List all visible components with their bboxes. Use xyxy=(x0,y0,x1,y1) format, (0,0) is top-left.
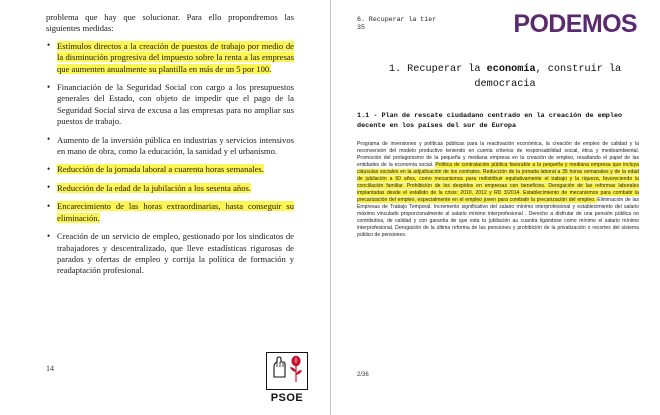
title-line2: democracia xyxy=(474,79,536,90)
body-segment: Eliminación de las Empresas de Trabajo Temporal. Incremento significativo del salario mínimo interprofesional y establecimiento del salario máximo vinculado proporcionalmente al salario mínimo interprofesional . Derecho a disfrutar de una pensión pública no contributiva, de calidad y con garantía de que esta tu jubilación au cuantía ligándose como mínimo el salario mínimo interprofesional. Derogación de la última reforma de las pensiones y prohibición de la privatización o recortes del sistema público de pensiones. xyxy=(357,197,639,238)
podemos-document-scan xyxy=(331,0,660,415)
body-segment-highlighted: Política de contratación pública favorable a la pequeña y mediana empresa que incluya cláusulas sociales en la adjudicación de los contratos. Reducción de la jornada laboral a 35 horas semanales y de la edad de jubilación a 60 años, como mecanismos para redistribuir equitativamente el trabajo y la riqueza, favoreciendo la conciliación familiar. Prohibición de los despidos en empresas con beneficios. Derogación de las reformas laborales implantadas desde el estallido de la crisis: 2010, 2012 y RD 3/2014. Establecimiento de mecanismos para combatir la precarización del empleo, especialmente en el empleo joven para combatir la precarización del empleo. xyxy=(357,162,639,203)
running-head-line1: 6. Recuperar la tier xyxy=(357,16,437,23)
psoe-logo xyxy=(258,352,316,404)
fist-icon xyxy=(271,356,289,378)
psoe-bullet-text: Financiación de la Seguridad Social con cargo a los presupuestos generales del Estado, con objeto de impedir que el pago de la Seguridad Social sirva de excusa a las empresas para no ampliar sus puestos de trabajo. xyxy=(57,82,294,127)
title-emphasis: economía xyxy=(486,64,536,75)
psoe-bullet-text: Aumento de la inversión pública en industrias y servicios intensivos en mano de obra, como la educación, la sanidad y el urbanismo. xyxy=(57,134,294,157)
body-paragraph xyxy=(357,141,639,239)
list-item xyxy=(46,231,294,277)
psoe-bullet-text: Reducción de la jornada laboral a cuarenta horas semanales. xyxy=(57,164,264,175)
running-head-line2: 35 xyxy=(357,24,365,32)
psoe-page-number: 14 xyxy=(46,364,54,373)
psoe-logo-box xyxy=(266,352,308,390)
psoe-text-column xyxy=(46,12,294,284)
podemos-section-title xyxy=(385,62,625,92)
podemos-wordmark: PODEMOS xyxy=(513,10,637,38)
psoe-bullet-text: Estímulos directos a la creación de puestos de trabajo por medio de la disminución progresiva del impuesto sobre la renta a las empresas que aumenten anualmente su plantilla en más de un 5 por 100. xyxy=(57,40,294,74)
list-item xyxy=(46,82,294,128)
title-suffix: , construir la xyxy=(535,64,622,75)
podemos-subsection-heading: 1.1 - Plan de rescate ciudadano centrado en la creación de empleo decente en los países del sur de Europa xyxy=(357,112,623,130)
psoe-measures-list xyxy=(46,41,294,277)
body-segment: Programa de inversiones y políticas públicas para la reactivación económica, la creación de empleo de calidad y la reconversión del modelo productivo teniendo en cuenta criterios de responsabilidad social, ética y medioambiental. Promoción del protagonismo de la pequeña y mediana empresa en la creación de empleo, resaltando el papel de las entidades de la economía social. xyxy=(357,141,639,168)
list-item xyxy=(46,164,294,175)
psoe-bullet-text: Reducción de la edad de la jubilación a los sesenta años. xyxy=(57,182,252,193)
psoe-bullet-text: Creación de un servicio de empleo, gestionado por los sindicatos de trabajadores y descentralizado, que lleve estadísticas rigurosas de parados y ofertas de empleo y corrija la política de formación y readaptación profesional. xyxy=(57,231,294,276)
list-item xyxy=(46,201,294,224)
podemos-page-number: 2/36 xyxy=(357,372,369,378)
psoe-intro-paragraph: problema que hay que solucionar. Para ello propondremos las siguientes medidas: xyxy=(46,12,294,34)
podemos-body-text xyxy=(357,141,639,239)
psoe-wordmark: PSOE xyxy=(270,392,304,404)
podemos-running-head xyxy=(357,16,477,33)
rose-icon xyxy=(288,355,304,383)
psoe-bullet-text: Encarecimiento de las horas extraordinarias, hasta conseguir su eliminación. xyxy=(57,201,294,223)
title-prefix: 1. Recuperar la xyxy=(388,64,487,75)
podemos-header xyxy=(357,10,637,44)
list-item xyxy=(46,183,294,194)
list-item xyxy=(46,135,294,158)
list-item xyxy=(46,41,294,75)
